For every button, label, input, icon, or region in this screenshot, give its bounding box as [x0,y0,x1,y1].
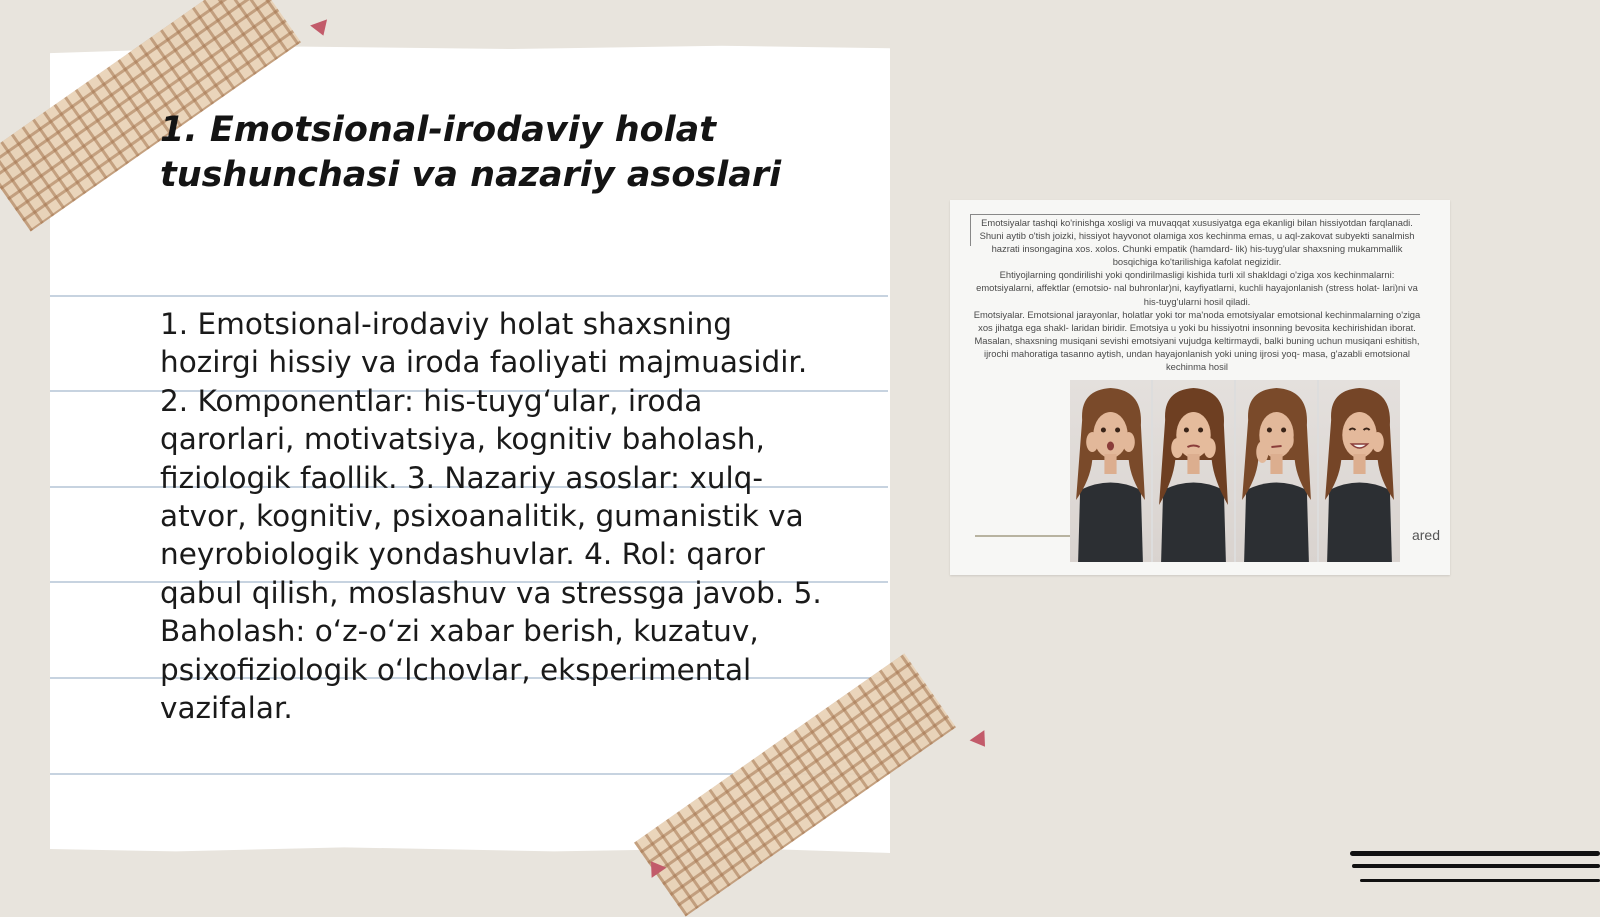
decorative-brush-stroke [1360,879,1600,882]
emotion-photo-strip [1070,380,1400,562]
figure-paragraph-1: Emotsiyalar tashqi ko'rinishga xosligi va muvaqqat xususiyatga ega ekanligi bilan hissiyotdan farqlanadi. Shuni aytib o'tish joizki, hissiyot hayvonot olamiga xos kechinma emas, u aql-zakovat subyekti sanalmish hazrati insongagina xos. xolos. Chunki empatik (hamdard- lik) his-tuyg'ular shaxsning mukammallik bosqichiga ko'tarilishiga kafolat negizidir. [979,217,1415,268]
photo-smiling-face [1319,380,1400,562]
slide-body-text: 1. Emotsional-irodaviy holat shaxsning hozirgi hissiy va iroda faoliyati majmuasidir. 2. Komponentlar: his-tuyg‘ular, iroda qarorlari, motivatsiya, kognitiv baholash, fiziologik faollik. 3. Nazariy asoslar: xulq-atvor, kognitiv, psixoanalitik, gumanistik va neyrobiologik yondashuvlar. 4. Rol: qaror qabul qilish, moslashuv va stressga javob. 5. Baholash: o‘z-o‘zi xabar berish, kuzatuv, psixofiziologik o‘lchovlar, eksperimental vazifalar. [160,307,822,726]
tape-tip-bottom-right [970,730,993,752]
figure-paragraph-2: Ehtiyojlarning qondirilishi yoki qondirilmasligi kishida turli xil shakldagi o'ziga xos kechinmalarni: emotsiyalarni, affektlar (emotsio- nal buhronlar)ni, kayfiyatlarni, kuchli hayajonlanish (stress holat- lari)ni va his-tuyg'ularni hosil qiladi. [976,269,1418,307]
slide-title: 1. Emotsional-irodaviy holat tushunchasi va nazariy asoslari [160,110,782,195]
tape-tip-top [310,19,332,38]
ruled-line [50,295,888,297]
figure-paragraph-3: Emotsiyalar. Emotsional jarayonlar, holatlar yoki tor ma'noda emotsiyalar emotsional kechinmalarning o'ziga xos jihatga ega shakl- laridan biridir. Emotsiya u yoki bu hissiyotni insonning bevosita kechirishidan iborat. Masalan, shaxsning musiqani sevishi emotsiyani vujudga keltirmaydi, balki buning uchun musiqani eshitish, ijrochi mahoratiga tasanno aytish, undan hayajonlanish yoki uning ijrosi yoq- masa, g'azabli emotsional kechinma hosil [973,308,1421,373]
photo-thoughtful-face [1236,380,1317,562]
textbook-figure [950,200,1450,575]
figure-rule [970,214,1420,215]
photo-surprised-face [1070,380,1151,562]
figure-text [972,216,1422,388]
figure-rule [970,214,971,246]
decorative-brush-stroke [1350,851,1600,856]
photo-doubtful-face [1153,380,1234,562]
decorative-brush-stroke [1352,864,1600,868]
figure-caption-fragment: ared [1411,527,1440,543]
